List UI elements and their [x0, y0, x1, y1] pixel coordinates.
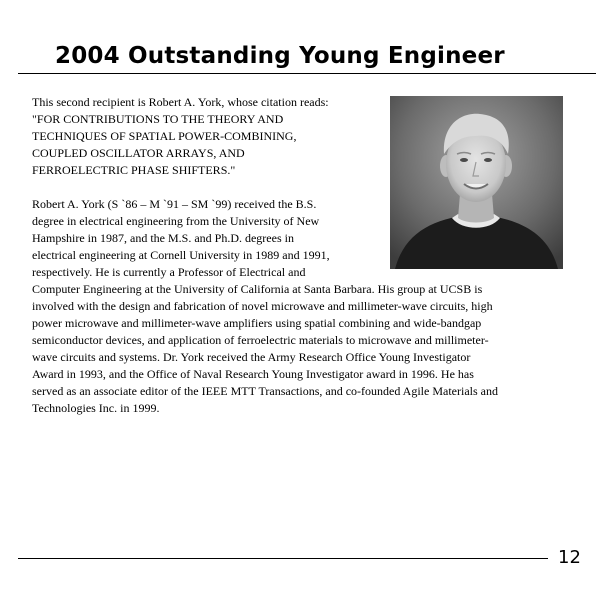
portrait-photo	[390, 96, 563, 269]
bio-line: Award in 1993, and the Office of Naval Research Young Investigator award in 1996. He has	[32, 367, 474, 381]
bio-line: wave circuits and systems. Dr. York received the Army Research Office Young Investigator	[32, 350, 471, 364]
biography-text-wide	[32, 281, 587, 417]
bio-line: involved with the design and fabrication of novel microwave and millimeter-wave circuits, high	[32, 299, 493, 313]
bio-line: power microwave and millimeter-wave amplifiers using spatial combining and wide-bandgap	[32, 316, 482, 330]
slide-title: 2004 Outstanding Young Engineer	[55, 43, 505, 69]
bio-line: degree in electrical engineering from the University of New	[32, 214, 320, 228]
citation-line: FERROELECTRIC PHASE SHIFTERS."	[32, 163, 236, 177]
bio-line: electrical engineering at Cornell University in 1989 and 1991,	[32, 248, 330, 262]
bio-line: respectively. He is currently a Professor of Electrical and	[32, 265, 306, 279]
page-number: 12	[558, 547, 581, 568]
intro-citation	[32, 94, 384, 179]
bio-line: Computer Engineering at the University of California at Santa Barbara. His group at UCSB is	[32, 282, 483, 296]
footer-divider	[18, 558, 548, 559]
bio-line: Robert A. York (S `86 – M `91 – SM `99) received the B.S.	[32, 197, 317, 211]
bio-line: served as an associate editor of the IEEE MTT Transactions, and co-founded Agile Materials and	[32, 384, 498, 398]
citation-line: TECHNIQUES OF SPATIAL POWER-COMBINING,	[32, 129, 297, 143]
citation-line: "FOR CONTRIBUTIONS TO THE THEORY AND	[32, 112, 284, 126]
bio-line: Technologies Inc. in 1999.	[32, 401, 160, 415]
intro-line: This second recipient is Robert A. York, whose citation reads:	[32, 95, 329, 109]
title-divider	[18, 73, 596, 74]
bio-line: Hampshire in 1987, and the M.S. and Ph.D. degrees in	[32, 231, 294, 245]
bio-line: semiconductor devices, and application of ferroelectric materials to microwave and millimeter-	[32, 333, 489, 347]
citation-line: COUPLED OSCILLATOR ARRAYS, AND	[32, 146, 245, 160]
biography-text-narrow	[32, 196, 384, 281]
